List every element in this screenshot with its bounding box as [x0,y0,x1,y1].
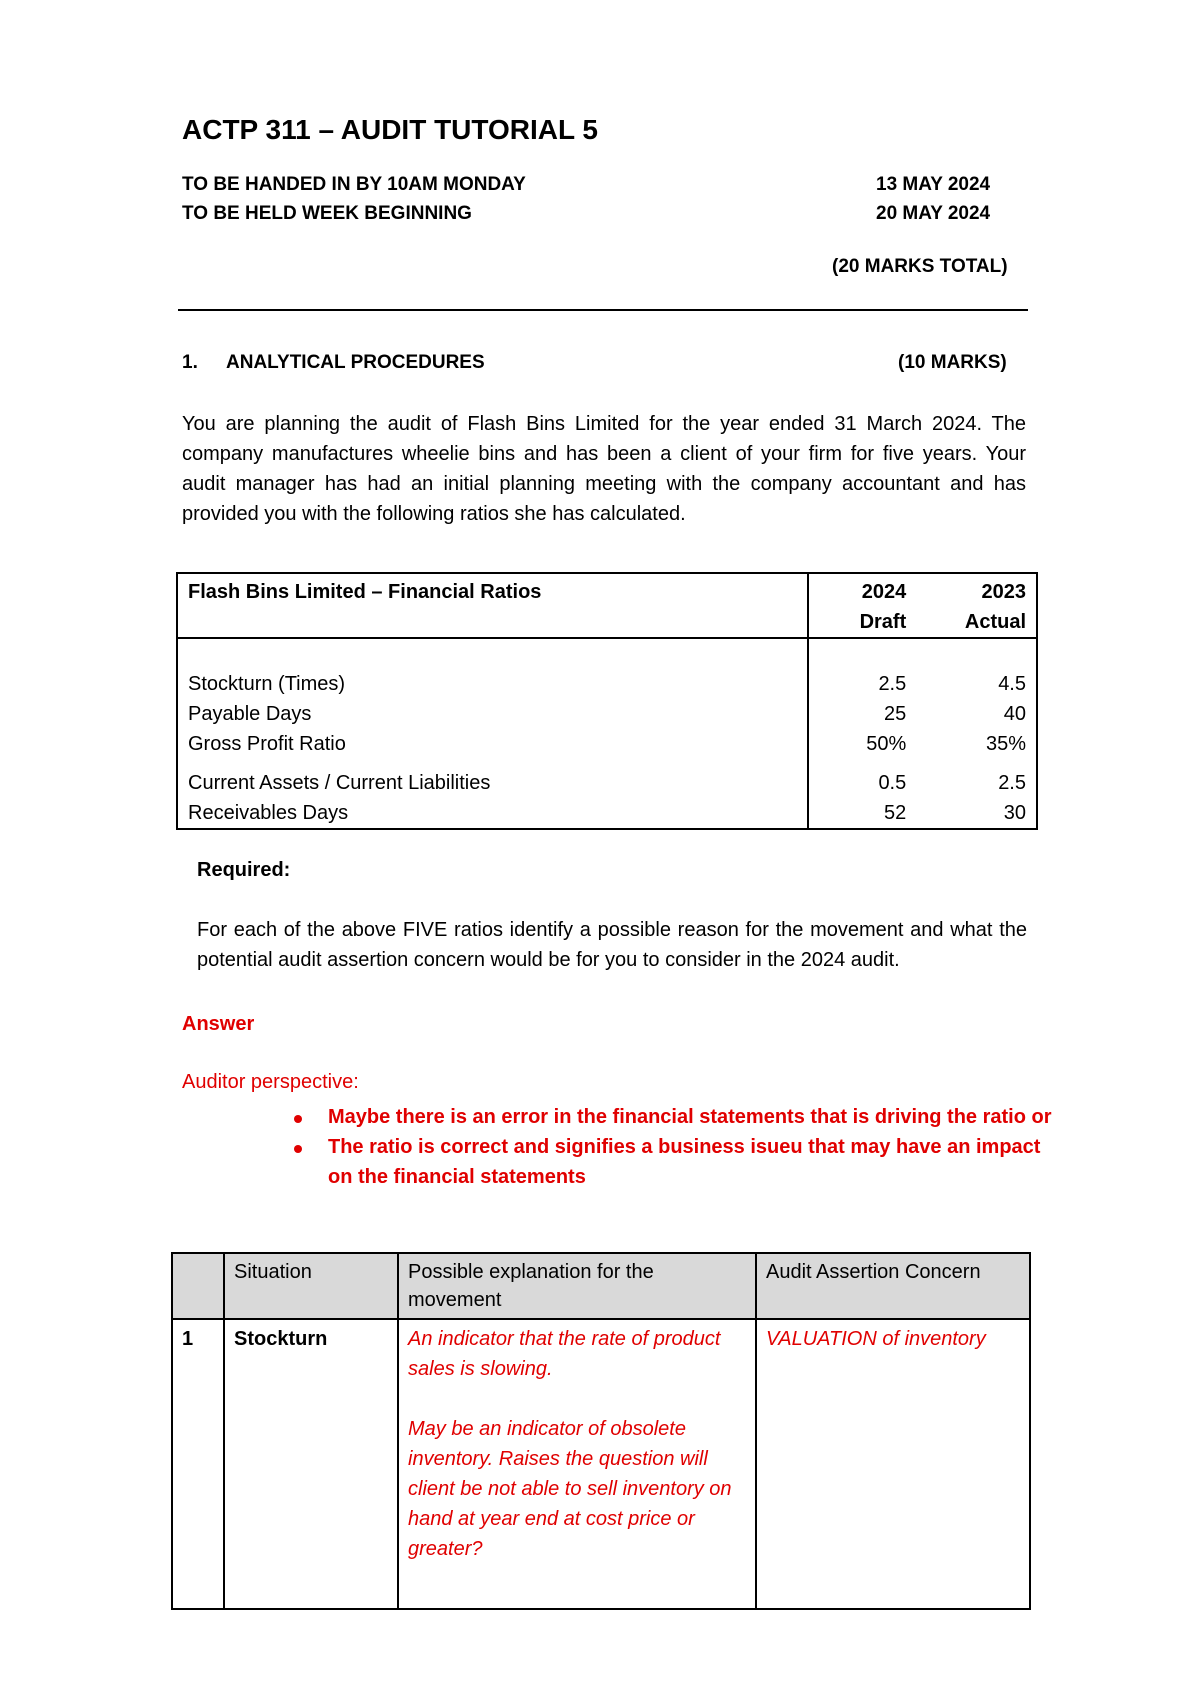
ratio-name: Payable Days [177,699,808,729]
ratio-name: Stockturn (Times) [177,669,808,699]
ratios-table-title: Flash Bins Limited – Financial Ratios [188,581,542,603]
table-row [172,1319,1030,1609]
handed-in-date: 13 MAY 2024 [876,174,991,195]
document-title: ACTP 311 – AUDIT TUTORIAL 5 [182,114,598,145]
ratio-row [177,768,1037,798]
ratio-2023: 2.5 [916,768,1037,798]
table-header-row [172,1253,1030,1319]
header-situation: Situation [224,1253,398,1319]
ratio-2024: 25 [808,699,917,729]
col-2023-label: Actual [964,611,1026,633]
handed-in-label: TO BE HANDED IN BY 10AM MONDAY [182,174,526,195]
ratio-2024: 52 [808,798,917,829]
ratio-name: Gross Profit Ratio [177,729,808,768]
ratio-row [177,798,1037,829]
section-number: 1. [182,352,198,373]
section-heading: ANALYTICAL PROCEDURES [226,352,485,373]
intro-paragraph: You are planning the audit of Flash Bins Limited for the year ended 31 March 2024. The company manufactures wheelie bins and has been a client of your firm for five years. Your audit manager has had an initial planning meeting with the company accountant and has provided you with the following ratios she has calculated. [182,413,1026,525]
perspective-list [290,1102,1070,1192]
header-explanation: Possible explanation for the movement [398,1253,756,1319]
section-marks: (10 MARKS) [898,352,1007,373]
total-marks: (20 MARKS TOTAL) [832,256,1008,277]
ratios-table [176,572,1038,830]
concern-cell: VALUATION of inventory [756,1319,1030,1609]
list-item: Maybe there is an error in the financial statements that is driving the ratio or [290,1102,1070,1132]
bullet-icon [294,1145,302,1153]
col-2023-year: 2023 [981,581,1026,603]
ratio-2023: 4.5 [916,669,1037,699]
situation-cell: Stockturn [224,1319,398,1609]
held-label: TO BE HELD WEEK BEGINNING [182,203,472,224]
required-text: For each of the above FIVE ratios identify a possible reason for the movement and what the potential audit assertion concern would be for you to consider in the 2024 audit. [197,919,1027,971]
explanation-part-2: May be an indicator of obsolete inventory. Raises the question will client be not able to sell inventory on hand at year end at cost price or greater? [408,1418,732,1560]
required-label: Required: [197,859,291,881]
header-divider [178,309,1028,311]
ratio-name: Current Assets / Current Liabilities [177,768,808,798]
explanation-cell [398,1319,756,1609]
explanation-part-1: An indicator that the rate of product sales is slowing. [408,1328,721,1380]
ratio-2024: 50% [808,729,917,768]
header-concern: Audit Assertion Concern [756,1253,1030,1319]
ratio-2023: 30 [916,798,1037,829]
ratio-2024: 2.5 [808,669,917,699]
ratio-2023: 35% [916,729,1037,768]
ratio-2024: 0.5 [808,768,917,798]
row-number: 1 [172,1319,224,1609]
header-num [172,1253,224,1319]
ratio-row [177,699,1037,729]
ratio-name: Receivables Days [177,798,808,829]
answer-label: Answer [182,1013,255,1035]
held-date: 20 MAY 2024 [876,203,991,224]
ratio-2023: 40 [916,699,1037,729]
bullet-icon [294,1115,302,1123]
col-2024-year: 2024 [861,581,907,603]
ratio-row [177,669,1037,699]
col-2024-label: Draft [859,611,907,633]
list-item: The ratio is correct and signifies a business isueu that may have an impact on the financial statements [290,1132,1070,1192]
ratio-row [177,729,1037,768]
auditor-perspective-label: Auditor perspective: [182,1071,359,1093]
situation-table [171,1252,1031,1610]
